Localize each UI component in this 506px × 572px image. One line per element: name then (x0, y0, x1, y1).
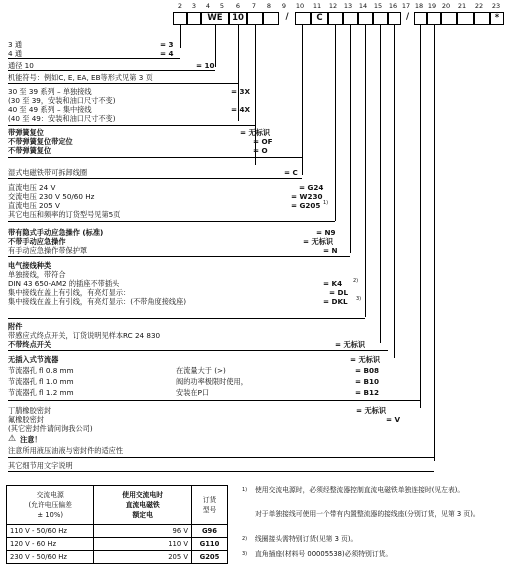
pos-15: 15 (373, 2, 383, 10)
footnote-ref: 2) (353, 278, 359, 284)
row-label: 通径 10 (8, 61, 34, 70)
row-value: = N (323, 246, 338, 255)
footnote-text: 对于单独接线可使用一个带有内置整流器的接线座(分别订货，见第 3 页)。 (255, 510, 480, 518)
throttle-note: 阀的功率极限时使用， (176, 377, 248, 386)
row-label: 30 至 39 系列 – 单独接线 (8, 87, 92, 96)
row-label: DIN 43 650-AM2 的插座不带插头 (8, 279, 120, 288)
pos-10: 10 (295, 2, 305, 10)
warning-icon: ⚠ (8, 434, 17, 444)
box-star: * (490, 12, 504, 25)
table-header: 使用交流电时 直流电磁铁 额定电 (94, 486, 192, 525)
box-12 (328, 12, 343, 25)
rule (8, 256, 350, 257)
rule (8, 318, 365, 319)
pos-14: 14 (358, 2, 368, 10)
box-22 (474, 12, 490, 25)
row-label: 电气接线种类 (8, 261, 52, 270)
leader-18 (420, 25, 421, 408)
leader-12 (335, 25, 336, 221)
row-value: = 无标识 (303, 237, 334, 246)
table-cell: 110 V - 50/60 Hz (7, 525, 94, 538)
footnote-mark: 2) (242, 536, 248, 542)
row-value: = 4 (160, 49, 174, 58)
voltage-table (6, 485, 228, 564)
rule (8, 157, 302, 158)
row-value: = C (284, 168, 298, 177)
row-value: = DL (329, 288, 349, 297)
leader-13 (350, 25, 351, 253)
row-value: = G24 (299, 183, 324, 192)
leader-we (215, 25, 216, 67)
row-label: 附件 (8, 322, 23, 331)
pos-16: 16 (388, 2, 398, 10)
row-label: (40 至 49：安装和油口尺寸不变) (8, 114, 116, 123)
row-value: = 10 (196, 61, 215, 70)
pos-20: 20 (441, 2, 451, 10)
rule (8, 471, 434, 472)
table-cell: 205 V (94, 551, 192, 564)
footnote-ref: 3) (356, 296, 362, 302)
row-label: 无插入式节流器 (8, 355, 59, 364)
row-value: = O (253, 146, 268, 155)
row-label: 氟橡胶密封 (8, 415, 44, 424)
row-label: 带有隐式手动应急操作 (标准) (8, 228, 104, 237)
box-13 (343, 12, 358, 25)
box-10 (295, 12, 311, 25)
table-cell: 96 V (94, 525, 192, 538)
throttle-note: 在流量大于 (>) (176, 366, 226, 375)
box-7 (247, 12, 263, 25)
pos-17: 17 (401, 2, 411, 10)
pos-18: 18 (414, 2, 424, 10)
pos-5: 5 (219, 2, 225, 10)
row-label: 注意所用液压油液与密封件的适应性 (8, 446, 124, 455)
table-cell: G110 (192, 538, 228, 551)
row-value: = K4 (323, 279, 343, 288)
table-cell: 120 V - 60 Hz (7, 538, 94, 551)
row-label: 节流器孔 fl 1.0 mm (8, 377, 74, 386)
footnote-text: 直角插座(材料号 00005538)必须特别订货。 (255, 550, 393, 558)
table-row (7, 525, 228, 538)
table-cell: 110 V (94, 538, 192, 551)
box-2 (173, 12, 187, 25)
pos-11: 11 (312, 2, 322, 10)
leader-15 (380, 25, 381, 343)
row-label: 节流器孔 fl 1.2 mm (8, 388, 74, 397)
rule (8, 221, 335, 222)
row-value: = 3 (160, 40, 174, 49)
leader-3 (180, 25, 181, 48)
box-19 (427, 12, 441, 25)
table-cell: G205 (192, 551, 228, 564)
table-row (7, 551, 228, 564)
box-21 (457, 12, 474, 25)
row-label: 带弹簧复位 (8, 128, 44, 137)
row-label: 其它细节用文字说明 (8, 461, 73, 470)
row-value: = 4X (231, 105, 251, 114)
row-value: = 无标识 (240, 128, 271, 137)
row-label: 其它电压和频率的订货型号见第5页 (8, 210, 121, 219)
pos-19: 19 (427, 2, 437, 10)
row-value: = B08 (355, 366, 380, 375)
pos-12: 12 (328, 2, 338, 10)
footnote-mark: 3) (242, 551, 248, 557)
rule (8, 350, 388, 351)
throttle-note: 安装在P口 (176, 388, 210, 397)
box-8 (263, 12, 279, 25)
row-label: 集中接线在盖上有引线，有亮灯显示：(不带角度接线座) (8, 297, 187, 306)
pos-8: 8 (266, 2, 272, 10)
row-label: 丁腈橡胶密封 (8, 406, 52, 415)
box-14 (358, 12, 373, 25)
box-15 (373, 12, 388, 25)
pos-7: 7 (251, 2, 257, 10)
table-header-row (7, 486, 228, 525)
rule (8, 70, 215, 71)
row-label: 4 通 (8, 49, 23, 58)
row-value: = DKL (323, 297, 348, 306)
footnote-mark: 1) (242, 487, 248, 493)
pos-22: 22 (474, 2, 484, 10)
row-label: 不带手动应急操作 (8, 237, 66, 246)
leader-19 (434, 25, 435, 461)
table-header: 订货 型号 (192, 486, 228, 525)
row-label: 不带弹簧复位 (8, 146, 52, 155)
leader-14 (365, 25, 366, 317)
box-c: C (311, 12, 328, 25)
pos-9: 9 (281, 2, 287, 10)
row-value: = 3X (231, 87, 251, 96)
row-value: = 无标识 (356, 406, 387, 415)
row-label: 集中接线在盖上有引线，有亮灯显示： (8, 288, 131, 297)
rule (8, 400, 420, 401)
row-value: = B12 (355, 388, 380, 397)
row-value: = G205 (291, 201, 321, 210)
row-label: 机能符号：例如C, E, EA, EB等形式见第 3 页 (8, 73, 153, 82)
row-value: = OF (253, 137, 273, 146)
footnote-text: 使用交流电源时，必须经整流器控制直流电磁铁单独连接时(见左表)。 (255, 486, 465, 494)
box-size: 10 (229, 12, 247, 25)
row-label: (30 至 39，安装和油口尺寸不变) (8, 96, 116, 105)
leader-16 (394, 25, 395, 358)
footnote-text: 线圈接头需特别订货(见第 3 页)。 (255, 535, 358, 543)
pos-13: 13 (343, 2, 353, 10)
table-cell: 230 V - 50/60 Hz (7, 551, 94, 564)
box-18 (414, 12, 427, 25)
rule (8, 83, 238, 84)
box-we: WE (201, 12, 229, 25)
row-label: 单独接线，带符合 (8, 270, 66, 279)
row-value: = V (386, 415, 401, 424)
leader-10 (302, 25, 303, 175)
row-value: = B10 (355, 377, 380, 386)
rule (8, 178, 302, 179)
row-label: 交流电压 230 V 50/60 Hz (8, 192, 95, 201)
rule (8, 58, 180, 59)
footnote-ref: 1) (323, 200, 329, 206)
row-label: 直流电压 24 V (8, 183, 56, 192)
table-header: 交流电源 (允许电压偏差 ± 10%) (7, 486, 94, 525)
pos-23: 23 (491, 2, 501, 10)
pos-6: 6 (235, 2, 241, 10)
row-label: 不带弹簧复位带定位 (8, 137, 73, 146)
row-value: = 无标识 (335, 340, 366, 349)
rule (8, 125, 255, 126)
row-value: = N9 (316, 228, 336, 237)
row-label: 40 至 49 系列 – 集中接线 (8, 105, 92, 114)
row-value: = W230 (291, 192, 323, 201)
box-3 (187, 12, 201, 25)
box-16 (388, 12, 401, 25)
box-slash: / (285, 12, 289, 22)
table-row (7, 538, 228, 551)
row-label: 湿式电磁铁带可拆卸线圈 (8, 168, 88, 177)
pos-4: 4 (205, 2, 211, 10)
row-label: (其它密封件请问询我公司) (8, 424, 93, 433)
row-label: 注意！ (20, 435, 42, 444)
row-label: 不带终点开关 (8, 340, 52, 349)
row-label: 3 通 (8, 40, 23, 49)
row-label: 直流电压 205 V (8, 201, 60, 210)
row-value: = 无标识 (350, 355, 381, 364)
pos-2: 2 (177, 2, 183, 10)
box-20 (441, 12, 457, 25)
row-label: 带感应式终点开关，订货说明见样本RC 24 830 (8, 331, 161, 340)
row-label: 节流器孔 fl 0.8 mm (8, 366, 74, 375)
pos-3: 3 (191, 2, 197, 10)
table-cell: G96 (192, 525, 228, 538)
row-label: 有手动应急操作带保护罩 (8, 246, 88, 255)
pos-21: 21 (457, 2, 467, 10)
box-slash2: / (405, 12, 410, 22)
rule (8, 457, 434, 458)
